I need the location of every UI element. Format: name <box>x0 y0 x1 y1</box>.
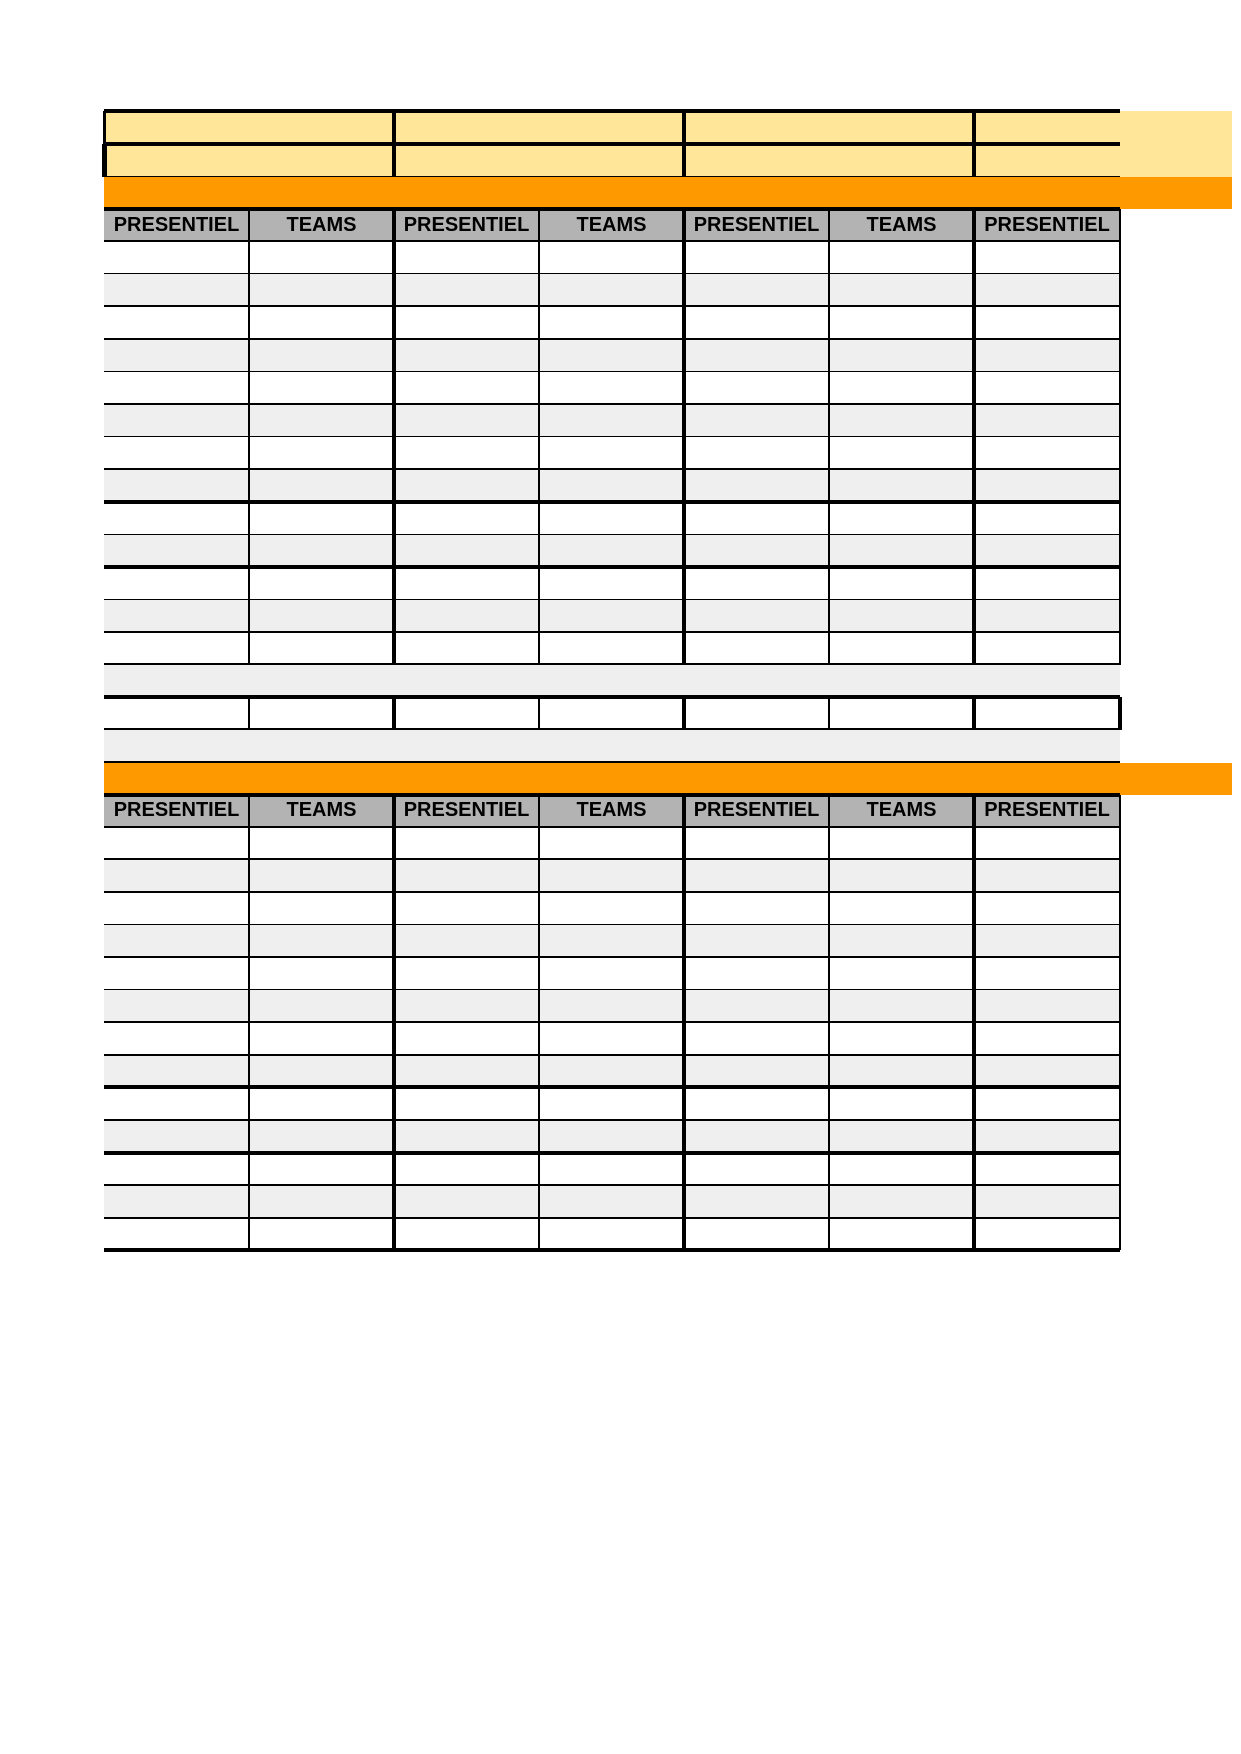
table-cell[interactable] <box>829 957 974 990</box>
table-cell[interactable] <box>104 827 249 860</box>
table-cell[interactable] <box>829 241 974 274</box>
table-cell[interactable] <box>684 1153 829 1186</box>
table-cell[interactable] <box>974 469 1120 502</box>
grid-line-horizontal <box>104 891 1120 893</box>
table-cell[interactable] <box>539 924 684 957</box>
table-cell[interactable] <box>249 1185 394 1218</box>
grid-line-horizontal <box>104 1021 1120 1023</box>
table-cell[interactable] <box>249 534 394 567</box>
table-cell[interactable] <box>974 534 1120 567</box>
table-cell[interactable] <box>394 990 539 1023</box>
table-cell[interactable] <box>829 502 974 535</box>
table-cell[interactable] <box>829 306 974 339</box>
table-cell[interactable] <box>974 1185 1120 1218</box>
table-cell[interactable] <box>249 306 394 339</box>
table-cell[interactable] <box>539 1185 684 1218</box>
table-cell[interactable] <box>829 437 974 470</box>
header-cell[interactable] <box>974 111 1120 144</box>
table-cell[interactable] <box>829 274 974 307</box>
table-cell[interactable] <box>829 1153 974 1186</box>
table-cell[interactable] <box>249 697 394 730</box>
table-cell[interactable] <box>539 1153 684 1186</box>
table-cell[interactable] <box>974 241 1120 274</box>
table-cell[interactable] <box>394 339 539 372</box>
table-cell[interactable] <box>249 502 394 535</box>
table-cell[interactable] <box>539 1022 684 1055</box>
table-cell[interactable] <box>539 1055 684 1088</box>
table-cell[interactable] <box>539 990 684 1023</box>
separator-row <box>104 730 1120 763</box>
table-cell[interactable] <box>394 892 539 925</box>
header-cell[interactable] <box>394 144 684 177</box>
table-cell[interactable] <box>539 567 684 600</box>
table-cell[interactable] <box>249 990 394 1023</box>
table-cell[interactable] <box>394 859 539 892</box>
grid-line-vertical <box>248 697 250 730</box>
grid-line-horizontal <box>104 989 1120 991</box>
table-cell[interactable] <box>684 632 829 665</box>
table-cell[interactable] <box>684 534 829 567</box>
grid-line-vertical <box>972 795 976 1251</box>
table-cell[interactable] <box>684 469 829 502</box>
table-cell[interactable] <box>684 697 829 730</box>
grid-line-horizontal <box>104 565 1120 569</box>
table-cell[interactable] <box>684 1120 829 1153</box>
header-cell[interactable] <box>974 144 1120 177</box>
grid-line-horizontal <box>104 305 1120 307</box>
table-cell[interactable] <box>539 339 684 372</box>
column-header-presentiel: PRESENTIEL <box>684 795 829 827</box>
grid-line-horizontal <box>104 924 1120 926</box>
grid-line-horizontal <box>104 109 1120 113</box>
grid-line-vertical <box>1118 697 1122 730</box>
table-cell[interactable] <box>104 502 249 535</box>
grid-line-vertical <box>972 697 976 730</box>
grid-line-horizontal <box>104 599 1120 601</box>
grid-line-horizontal <box>104 273 1120 275</box>
table-cell[interactable] <box>394 534 539 567</box>
grid-line-vertical <box>972 111 976 177</box>
table-cell[interactable] <box>829 534 974 567</box>
table-cell[interactable] <box>684 241 829 274</box>
table-cell[interactable] <box>394 404 539 437</box>
column-header-teams: TEAMS <box>539 795 684 827</box>
table-cell[interactable] <box>684 957 829 990</box>
section-band-orange <box>104 763 1232 795</box>
table-cell[interactable] <box>539 306 684 339</box>
table-cell[interactable] <box>394 502 539 535</box>
grid-line-horizontal <box>104 631 1120 633</box>
table-cell[interactable] <box>829 924 974 957</box>
table-cell[interactable] <box>829 1055 974 1088</box>
grid-line-vertical <box>1119 795 1121 1251</box>
header-cell[interactable] <box>684 111 974 144</box>
grid-line-vertical <box>538 209 540 665</box>
table-cell[interactable] <box>829 827 974 860</box>
table-cell[interactable] <box>249 1055 394 1088</box>
table-cell[interactable] <box>684 859 829 892</box>
grid-line-vertical <box>248 795 250 1251</box>
table-cell[interactable] <box>249 241 394 274</box>
table-cell[interactable] <box>539 469 684 502</box>
grid-line-horizontal <box>104 240 1120 242</box>
table-cell[interactable] <box>539 274 684 307</box>
grid-line-vertical <box>248 209 250 665</box>
table-cell[interactable] <box>249 567 394 600</box>
table-cell[interactable] <box>974 1153 1120 1186</box>
table-cell[interactable] <box>829 469 974 502</box>
grid-line-horizontal <box>104 207 1120 211</box>
table-cell[interactable] <box>249 1120 394 1153</box>
table-cell[interactable] <box>104 1185 249 1218</box>
column-header-presentiel: PRESENTIEL <box>974 209 1120 241</box>
table-cell[interactable] <box>249 632 394 665</box>
grid-line-vertical <box>392 795 396 1251</box>
table-cell[interactable] <box>974 1218 1120 1251</box>
grid-line-horizontal <box>104 1054 1120 1056</box>
grid-line-horizontal <box>104 1248 1120 1252</box>
table-cell[interactable] <box>394 241 539 274</box>
table-cell[interactable] <box>539 892 684 925</box>
table-cell[interactable] <box>249 1087 394 1120</box>
table-cell[interactable] <box>249 404 394 437</box>
column-header-teams: TEAMS <box>249 795 394 827</box>
table-cell[interactable] <box>104 437 249 470</box>
grid-line-horizontal <box>104 858 1120 860</box>
table-cell[interactable] <box>394 697 539 730</box>
table-cell[interactable] <box>974 827 1120 860</box>
table-cell[interactable] <box>104 241 249 274</box>
table-cell[interactable] <box>539 697 684 730</box>
table-cell[interactable] <box>104 892 249 925</box>
table-cell[interactable] <box>829 1120 974 1153</box>
table-cell[interactable] <box>829 1022 974 1055</box>
table-cell[interactable] <box>394 274 539 307</box>
table-cell[interactable] <box>684 274 829 307</box>
grid-line-vertical <box>392 209 396 665</box>
grid-line-horizontal <box>104 436 1120 438</box>
table-cell[interactable] <box>249 469 394 502</box>
table-cell[interactable] <box>104 632 249 665</box>
header-cell[interactable] <box>394 111 684 144</box>
table-cell[interactable] <box>539 437 684 470</box>
table-cell[interactable] <box>974 1120 1120 1153</box>
table-cell[interactable] <box>539 241 684 274</box>
table-cell[interactable] <box>684 990 829 1023</box>
table-cell[interactable] <box>104 1153 249 1186</box>
table-cell[interactable] <box>539 534 684 567</box>
table-cell[interactable] <box>829 1185 974 1218</box>
table-cell[interactable] <box>394 600 539 633</box>
table-cell[interactable] <box>104 339 249 372</box>
table-cell[interactable] <box>539 859 684 892</box>
grid-line-horizontal <box>104 500 1120 504</box>
header-cell[interactable] <box>104 144 394 177</box>
column-header-presentiel: PRESENTIEL <box>104 795 249 827</box>
table-cell[interactable] <box>684 1218 829 1251</box>
table-cell[interactable] <box>974 600 1120 633</box>
grid-line-horizontal <box>104 338 1120 340</box>
grid-line-vertical <box>682 697 686 730</box>
grid-line-horizontal <box>104 793 1120 797</box>
table-cell[interactable] <box>394 1218 539 1251</box>
table-cell[interactable] <box>684 502 829 535</box>
table-cell[interactable] <box>684 1022 829 1055</box>
table-cell[interactable] <box>104 600 249 633</box>
column-header-presentiel: PRESENTIEL <box>974 795 1120 827</box>
column-header-teams: TEAMS <box>829 209 974 241</box>
table-cell[interactable] <box>249 892 394 925</box>
table-cell[interactable] <box>974 567 1120 600</box>
column-header-teams: TEAMS <box>829 795 974 827</box>
table-cell[interactable] <box>394 1087 539 1120</box>
table-cell[interactable] <box>974 957 1120 990</box>
header-cell[interactable] <box>104 111 394 144</box>
table-cell[interactable] <box>684 892 829 925</box>
table-cell[interactable] <box>104 1087 249 1120</box>
table-cell[interactable] <box>104 957 249 990</box>
table-cell[interactable] <box>394 1022 539 1055</box>
table-cell[interactable] <box>684 437 829 470</box>
grid-line-horizontal <box>104 956 1120 958</box>
table-cell[interactable] <box>394 567 539 600</box>
table-cell[interactable] <box>249 371 394 404</box>
table-cell[interactable] <box>104 1055 249 1088</box>
table-cell[interactable] <box>104 697 249 730</box>
grid-line-horizontal <box>104 371 1120 373</box>
table-cell[interactable] <box>829 1087 974 1120</box>
table-cell[interactable] <box>974 1022 1120 1055</box>
table-cell[interactable] <box>249 1022 394 1055</box>
table-cell[interactable] <box>684 1087 829 1120</box>
grid-line-vertical <box>682 795 686 1251</box>
table-cell[interactable] <box>684 827 829 860</box>
table-cell[interactable] <box>974 502 1120 535</box>
table-cell[interactable] <box>829 892 974 925</box>
table-cell[interactable] <box>104 371 249 404</box>
table-cell[interactable] <box>104 1218 249 1251</box>
table-cell[interactable] <box>684 1055 829 1088</box>
grid-line-horizontal <box>104 1085 1120 1089</box>
table-cell[interactable] <box>249 1218 394 1251</box>
grid-line-vertical <box>392 697 396 730</box>
table-cell[interactable] <box>394 632 539 665</box>
table-cell[interactable] <box>394 1120 539 1153</box>
table-cell[interactable] <box>249 600 394 633</box>
table-cell[interactable] <box>394 437 539 470</box>
grid-line-horizontal <box>104 1217 1120 1219</box>
grid-line-vertical <box>538 795 540 1251</box>
table-cell[interactable] <box>104 567 249 600</box>
grid-line-vertical <box>392 111 396 177</box>
table-cell[interactable] <box>394 1185 539 1218</box>
table-cell[interactable] <box>829 859 974 892</box>
table-cell[interactable] <box>974 437 1120 470</box>
table-cell[interactable] <box>249 274 394 307</box>
table-cell[interactable] <box>104 274 249 307</box>
table-cell[interactable] <box>684 339 829 372</box>
table-cell[interactable] <box>684 404 829 437</box>
table-cell[interactable] <box>539 502 684 535</box>
table-cell[interactable] <box>684 600 829 633</box>
grid-line-vertical <box>682 111 686 177</box>
table-cell[interactable] <box>539 957 684 990</box>
column-header-presentiel: PRESENTIEL <box>394 795 539 827</box>
table-cell[interactable] <box>974 990 1120 1023</box>
grid-line-horizontal <box>104 142 1120 146</box>
table-cell[interactable] <box>829 1218 974 1251</box>
column-header-teams: TEAMS <box>539 209 684 241</box>
grid-line-vertical <box>682 209 686 665</box>
table-cell[interactable] <box>829 567 974 600</box>
table-cell[interactable] <box>539 1120 684 1153</box>
table-cell[interactable] <box>974 632 1120 665</box>
table-cell[interactable] <box>394 827 539 860</box>
table-cell[interactable] <box>684 371 829 404</box>
grid-line-vertical <box>828 697 830 730</box>
table-cell[interactable] <box>684 924 829 957</box>
table-cell[interactable] <box>974 859 1120 892</box>
table-cell[interactable] <box>249 924 394 957</box>
section-band-orange <box>104 177 1232 209</box>
table-cell[interactable] <box>974 274 1120 307</box>
table-cell[interactable] <box>539 600 684 633</box>
grid-line-vertical <box>538 697 540 730</box>
table-cell[interactable] <box>539 404 684 437</box>
table-cell[interactable] <box>539 632 684 665</box>
separator-row <box>104 665 1120 698</box>
table-cell[interactable] <box>249 437 394 470</box>
table-cell[interactable] <box>539 1218 684 1251</box>
table-cell[interactable] <box>104 469 249 502</box>
table-cell[interactable] <box>104 1022 249 1055</box>
table-cell[interactable] <box>974 404 1120 437</box>
table-cell[interactable] <box>394 306 539 339</box>
table-cell[interactable] <box>974 892 1120 925</box>
table-cell[interactable] <box>104 859 249 892</box>
grid-line-horizontal <box>104 534 1120 536</box>
grid-line-horizontal <box>104 826 1120 828</box>
table-cell[interactable] <box>974 924 1120 957</box>
table-cell[interactable] <box>104 534 249 567</box>
table-cell[interactable] <box>249 827 394 860</box>
table-cell[interactable] <box>394 924 539 957</box>
table-cell[interactable] <box>829 339 974 372</box>
grid-line-vertical <box>828 795 830 1251</box>
table-cell[interactable] <box>394 469 539 502</box>
column-header-presentiel: PRESENTIEL <box>394 209 539 241</box>
grid-line-vertical <box>828 209 830 665</box>
header-cell[interactable] <box>684 144 974 177</box>
table-cell[interactable] <box>394 1055 539 1088</box>
table-cell[interactable] <box>829 990 974 1023</box>
table-cell[interactable] <box>684 567 829 600</box>
grid-line-vertical <box>102 144 107 177</box>
table-cell[interactable] <box>829 697 974 730</box>
grid-line-horizontal <box>104 695 1120 699</box>
grid-line-horizontal <box>104 1119 1120 1121</box>
column-header-presentiel: PRESENTIEL <box>684 209 829 241</box>
table-cell[interactable] <box>829 371 974 404</box>
grid-line-vertical <box>1119 209 1121 665</box>
grid-line-horizontal <box>104 1184 1120 1186</box>
table-cell[interactable] <box>684 1185 829 1218</box>
table-cell[interactable] <box>394 957 539 990</box>
table-cell[interactable] <box>829 600 974 633</box>
table-cell[interactable] <box>829 404 974 437</box>
table-cell[interactable] <box>104 924 249 957</box>
table-cell[interactable] <box>394 1153 539 1186</box>
table-cell[interactable] <box>104 306 249 339</box>
table-cell[interactable] <box>974 306 1120 339</box>
table-cell[interactable] <box>974 371 1120 404</box>
table-cell[interactable] <box>974 1087 1120 1120</box>
column-header-teams: TEAMS <box>249 209 394 241</box>
table-cell[interactable] <box>249 859 394 892</box>
column-header-presentiel: PRESENTIEL <box>104 209 249 241</box>
grid-line-horizontal <box>104 468 1120 470</box>
table-cell[interactable] <box>249 957 394 990</box>
table-cell[interactable] <box>974 697 1120 730</box>
table-cell[interactable] <box>104 1120 249 1153</box>
table-cell[interactable] <box>539 371 684 404</box>
table-cell[interactable] <box>249 339 394 372</box>
table-cell[interactable] <box>394 371 539 404</box>
table-cell[interactable] <box>104 404 249 437</box>
table-cell[interactable] <box>249 1153 394 1186</box>
table-cell[interactable] <box>539 827 684 860</box>
table-cell[interactable] <box>829 632 974 665</box>
table-cell[interactable] <box>684 306 829 339</box>
grid-line-horizontal <box>104 403 1120 405</box>
grid-line-vertical <box>972 209 976 665</box>
table-cell[interactable] <box>974 1055 1120 1088</box>
table-cell[interactable] <box>104 990 249 1023</box>
grid-line-horizontal <box>104 1151 1120 1155</box>
table-cell[interactable] <box>539 1087 684 1120</box>
table-cell[interactable] <box>974 339 1120 372</box>
